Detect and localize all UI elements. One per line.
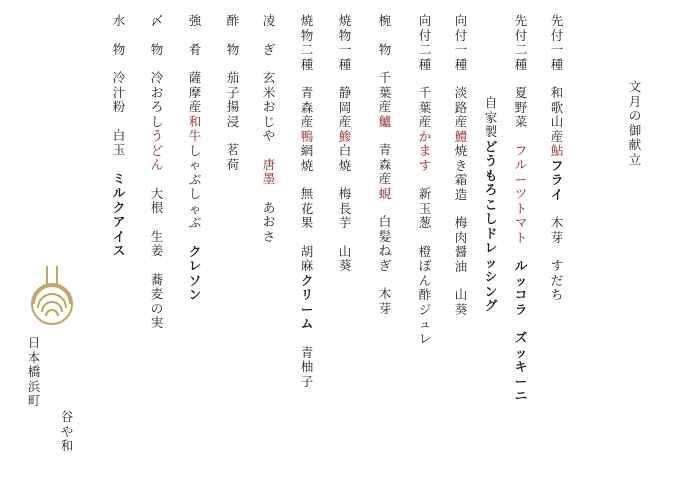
menu-item-char: 淡 (454, 85, 468, 100)
menu-item-char: ぎ (262, 41, 276, 57)
course-label-char: 強 (188, 13, 202, 28)
menu-item-char: 茄 (226, 70, 240, 85)
menu-item-char: 静 (338, 85, 352, 100)
menu-item-char: 姜 (150, 243, 164, 258)
menu-course-column (418, 14, 432, 346)
menu-item-char: 千 (378, 70, 392, 85)
course-label-char: 種 (550, 56, 564, 72)
menu-item-char: ち (550, 287, 564, 302)
menu-item-char: 木 (378, 286, 392, 301)
menu-item-char: 子 (226, 84, 240, 100)
menu-item-char: 産 (300, 114, 314, 129)
menu-item-char: お (150, 84, 164, 100)
menu-item-char: 醤 (454, 244, 468, 259)
menu-item-char: だ (550, 272, 564, 288)
course-label-char: 一 (338, 42, 352, 57)
menu-item-char: 大 (150, 185, 164, 201)
course-label-char: 一 (454, 42, 468, 57)
menu-item-char: ク (300, 272, 314, 288)
menu-item-char: ク (188, 243, 202, 259)
menu-item-char: 造 (454, 186, 468, 202)
footer-restaurant-char: 本 (27, 349, 41, 365)
menu-item-char: ュ (418, 316, 432, 331)
menu-item-char: 唐 (262, 156, 276, 172)
menu-item-char: 産 (338, 114, 352, 129)
menu-item-char: キ (514, 359, 528, 374)
menu-item-char: 物 (150, 41, 164, 57)
menu-course-column (550, 14, 564, 303)
menu-item-char: 蕎 (150, 271, 164, 287)
menu-item-char: イ (550, 186, 564, 202)
menu-item-char: 千 (418, 85, 432, 100)
menu-item-char: ど (150, 142, 164, 158)
menu-item-char: 芽 (550, 229, 564, 245)
menu-item-char: 蜆 (378, 185, 392, 201)
course-label-char: 先 (514, 13, 528, 28)
menu-item-char: ッ (484, 254, 498, 270)
menu-item-char: ズ (514, 330, 528, 345)
menu-item-char: し (188, 142, 202, 158)
menu-item-char: 物 (226, 41, 240, 57)
menu-course-column (454, 14, 468, 317)
menu-item-char: 路 (454, 99, 468, 115)
menu-item-char: 汁 (112, 84, 126, 100)
menu-course-column (338, 14, 352, 274)
menu-item-char: ッ (514, 344, 528, 360)
menu-item-char: マ (514, 215, 528, 230)
menu-item-char: ぽ (418, 258, 432, 273)
menu-item-char: ル (112, 185, 126, 200)
menu-course-column (514, 14, 528, 404)
menu-item-char: 産 (378, 171, 392, 186)
menu-item-char: 茗 (226, 142, 240, 157)
menu-item-char: 子 (300, 373, 314, 389)
menu-item-char: 柚 (300, 359, 314, 374)
menu-item-char: し (150, 113, 164, 129)
menu-item-char: 麦 (150, 286, 164, 301)
menu-item-char: 玉 (418, 200, 432, 216)
menu-item-char: う (150, 128, 164, 143)
menu-item-char: 肴 (188, 41, 202, 57)
menu-item-char: 家 (484, 109, 498, 125)
menu-item-char: ッ (514, 272, 528, 288)
menu-item-char: う (484, 153, 498, 168)
menu-item-char: お (262, 99, 276, 114)
menu-item-char: コ (514, 287, 528, 302)
menu-item-char: 鯵 (338, 128, 352, 144)
menu-title-char: 立 (628, 151, 642, 167)
menu-item-char: 歌 (550, 99, 564, 115)
menu-item-char: 長 (338, 200, 352, 216)
menu-item-char: ン (188, 287, 202, 302)
menu-item-char: 鱧 (454, 128, 468, 144)
menu-item-char: 梅 (338, 186, 352, 201)
footer-name-char: や (60, 423, 74, 439)
menu-course-column (150, 14, 164, 331)
menu-item-char: 山 (338, 243, 352, 259)
menu-item-char: 果 (300, 215, 314, 230)
footer-name-char: 谷 (60, 409, 74, 424)
menu-item-char: ト (514, 200, 528, 216)
menu-item-char: ま (418, 143, 432, 158)
menu-course-column (188, 14, 202, 303)
menu-item-char: ぶ (188, 215, 202, 230)
menu-title (628, 80, 642, 167)
course-label-char: 二 (418, 42, 432, 57)
menu-course-column (112, 14, 126, 259)
menu-item-char: 霜 (454, 172, 468, 187)
menu-item-char: 薩 (188, 70, 202, 85)
menu-item-char: ア (112, 214, 126, 229)
menu-item-char: 実 (150, 315, 164, 330)
menu-item-char: 岡 (338, 99, 352, 115)
menu-item-char: ム (300, 316, 314, 331)
course-label-char: 二 (514, 42, 528, 57)
menu-item-char: ろ (484, 182, 498, 197)
wave-crest-logo-icon (26, 264, 78, 326)
menu-title-char: 文 (628, 79, 642, 94)
course-label-char: 向 (454, 13, 468, 28)
menu-item-char: 根 (150, 200, 164, 215)
menu-item-char: ね (378, 243, 392, 258)
menu-item-char: 産 (188, 99, 202, 114)
menu-item-char: 葵 (338, 258, 352, 273)
menu-item-char: 白 (378, 214, 392, 229)
menu-item-char: 鱸 (378, 113, 392, 129)
menu-title-char: 献 (628, 137, 642, 152)
menu-item-char: 菜 (514, 114, 528, 129)
course-label-char: 付 (454, 27, 468, 43)
course-label-char: 〆 (150, 13, 164, 28)
menu-item-char: ん (150, 157, 164, 172)
course-label-char: 焼 (338, 13, 352, 28)
menu-title-char: 御 (628, 122, 642, 138)
menu-item-char: 網 (300, 143, 314, 158)
menu-item-char: 自 (484, 95, 498, 110)
course-label-char: 付 (550, 27, 564, 43)
menu-item-char: ラ (514, 301, 528, 317)
menu-item-char: ツ (514, 186, 528, 201)
course-label-char: 種 (338, 56, 352, 72)
menu-item-char: 荷 (226, 156, 240, 172)
menu-item-char: ろ (150, 99, 164, 114)
menu-item-char: 米 (262, 84, 276, 100)
menu-item-char: ド (484, 225, 498, 241)
menu-item-char: 肉 (454, 229, 468, 245)
menu-item-char: 青 (378, 142, 392, 157)
menu-item-char: 森 (300, 99, 314, 115)
menu-item-char: 玉 (112, 142, 126, 157)
menu-item-char: 芋 (338, 215, 352, 230)
menu-item-char: 粉 (112, 99, 126, 114)
menu-item-char: 和 (550, 85, 564, 100)
footer-restaurant-char: 町 (27, 393, 41, 408)
menu-item-char: 麻 (300, 258, 314, 273)
menu-item-char: ミ (112, 170, 126, 186)
menu-item-char: シ (484, 269, 498, 284)
menu-item-char: 新 (418, 186, 432, 201)
menu-item-char: 鴨 (300, 128, 314, 144)
menu-item-char: 物 (378, 41, 392, 57)
menu-item-char: 冷 (112, 70, 126, 85)
menu-item-char: 葉 (418, 99, 432, 115)
footer-restaurant-char: 橋 (27, 364, 41, 379)
menu-item-char: 橙 (418, 243, 432, 259)
menu-item-char: フ (514, 142, 528, 158)
course-label-char: 二 (300, 42, 314, 57)
menu-item-char: 胡 (300, 243, 314, 259)
menu-item-char: 焼 (300, 157, 314, 173)
menu-item-char: ぶ (188, 171, 202, 187)
menu-item-char: 白 (338, 143, 352, 158)
footer-restaurant (27, 336, 41, 409)
course-label-char: 種 (418, 56, 432, 72)
menu-item-char: 浸 (226, 113, 240, 129)
menu-item-char: 油 (454, 258, 468, 274)
menu-item-char: ク (112, 199, 126, 215)
menu-item-char: 焼 (454, 143, 468, 158)
menu-item-char: 生 (150, 228, 164, 244)
menu-course-column (262, 14, 276, 244)
course-label-char: 種 (454, 56, 468, 72)
menu-item-char: 葱 (418, 215, 432, 230)
menu-item-char: ス (112, 243, 126, 258)
menu-item-char: 無 (300, 186, 314, 201)
menu-item-char: ジ (418, 301, 432, 317)
menu-item-char: 焼 (338, 157, 352, 173)
menu-item-char: ニ (514, 388, 528, 403)
menu-item-char: ど (484, 138, 498, 154)
menu-item-char: 産 (454, 114, 468, 129)
menu-item-char: し (188, 186, 202, 201)
menu-item-char: さ (262, 228, 276, 244)
menu-item-char: 墨 (262, 171, 276, 186)
course-label-char: 物 (300, 27, 314, 43)
menu-item-char: 夏 (514, 85, 528, 100)
course-label-char: 凌 (262, 13, 276, 28)
menu-item-char: ー (514, 171, 528, 187)
menu-item-char: 玄 (262, 70, 276, 85)
menu-item-char: ル (514, 157, 528, 172)
menu-item-char: も (484, 167, 498, 183)
menu-title-char: 月 (628, 93, 642, 109)
menu-item-char: 産 (550, 128, 564, 144)
menu-item-char: ソ (188, 272, 202, 288)
menu-item-char: 冷 (150, 70, 164, 85)
menu-item-char: 森 (378, 156, 392, 172)
footer-name (60, 410, 74, 454)
menu-item-char: き (454, 157, 468, 173)
menu-course-column (378, 14, 392, 316)
menu-item-char: 製 (484, 124, 498, 139)
menu-item-char: 葉 (378, 84, 392, 100)
menu-item-char: ぎ (378, 257, 392, 273)
course-label-char: 種 (514, 56, 528, 72)
course-label-char: 一 (550, 42, 564, 57)
menu-item-char: 青 (300, 344, 314, 360)
menu-item-char: フ (550, 157, 564, 173)
menu-item-char: 山 (550, 114, 564, 129)
menu-item-char: じ (262, 113, 276, 129)
menu-item-char: レ (188, 258, 202, 273)
menu-item-char: レ (418, 330, 432, 346)
menu-course-column (484, 96, 498, 314)
menu-item-char: イ (112, 228, 126, 244)
menu-item-char: リ (300, 287, 314, 302)
menu-title-char: の (628, 108, 642, 123)
menu-course-column (226, 14, 240, 172)
footer-name-char: 和 (60, 438, 74, 453)
footer-restaurant-char: 浜 (27, 378, 41, 394)
course-label-char: 先 (550, 13, 564, 28)
menu-item-char: 物 (112, 41, 126, 57)
menu-item-char: ト (514, 229, 528, 245)
course-label-char: 焼 (300, 13, 314, 28)
menu-item-char: 青 (300, 85, 314, 100)
menu-item-char: 牛 (188, 128, 202, 143)
menu-item-char: 葵 (454, 301, 468, 317)
course-label-char: 向 (418, 13, 432, 28)
menu-item-char: の (150, 300, 164, 316)
menu-item-char: 産 (418, 114, 432, 129)
menu-item-char: す (418, 157, 432, 173)
menu-item-char: ゃ (188, 200, 202, 216)
menu-item-char: 摩 (188, 84, 202, 100)
course-label-char: 物 (338, 27, 352, 43)
course-label-char: 種 (300, 56, 314, 72)
menu-item-char: 和 (188, 113, 202, 129)
menu-item-char: レ (484, 240, 498, 255)
menu-item-char: 鮎 (550, 143, 564, 158)
menu-item-char: 花 (300, 200, 314, 216)
menu-item-char: 木 (550, 215, 564, 230)
menu-item-char: し (484, 211, 498, 226)
course-label-char: 酢 (226, 13, 240, 28)
course-label-char: 椀 (378, 13, 392, 28)
menu-item-char: 産 (378, 99, 392, 114)
menu-item-char: ゃ (188, 157, 202, 172)
menu-item-char: 梅 (454, 215, 468, 230)
menu-item-char: ル (514, 258, 528, 273)
menu-item-char: 野 (514, 99, 528, 115)
footer-restaurant-char: 日 (27, 335, 41, 350)
menu-item-char: 白 (112, 127, 126, 143)
menu-item-char: 芽 (378, 300, 392, 316)
course-label-char: 水 (112, 13, 126, 28)
menu-item-char: ン (484, 283, 498, 299)
menu-item-char: ん (418, 272, 432, 288)
menu-item-char: あ (262, 199, 276, 215)
menu-item-char: ラ (550, 172, 564, 187)
menu-item-char: 山 (454, 287, 468, 302)
menu-item-char: や (262, 128, 276, 143)
menu-item-char: ー (514, 373, 528, 389)
menu-item-char: こ (484, 196, 498, 212)
menu-item-char: グ (484, 298, 498, 313)
menu-item-char: す (550, 258, 564, 273)
menu-item-char: か (418, 128, 432, 144)
menu-item-char: お (262, 214, 276, 229)
menu-item-char: 揚 (226, 99, 240, 114)
menu-item-char: ー (300, 301, 314, 317)
menu-item-char: 髪 (378, 228, 392, 244)
menu-course-column (300, 14, 314, 389)
menu-item-char: 酢 (418, 287, 432, 302)
course-label-char: 付 (418, 27, 432, 43)
course-label-char: 付 (514, 27, 528, 43)
